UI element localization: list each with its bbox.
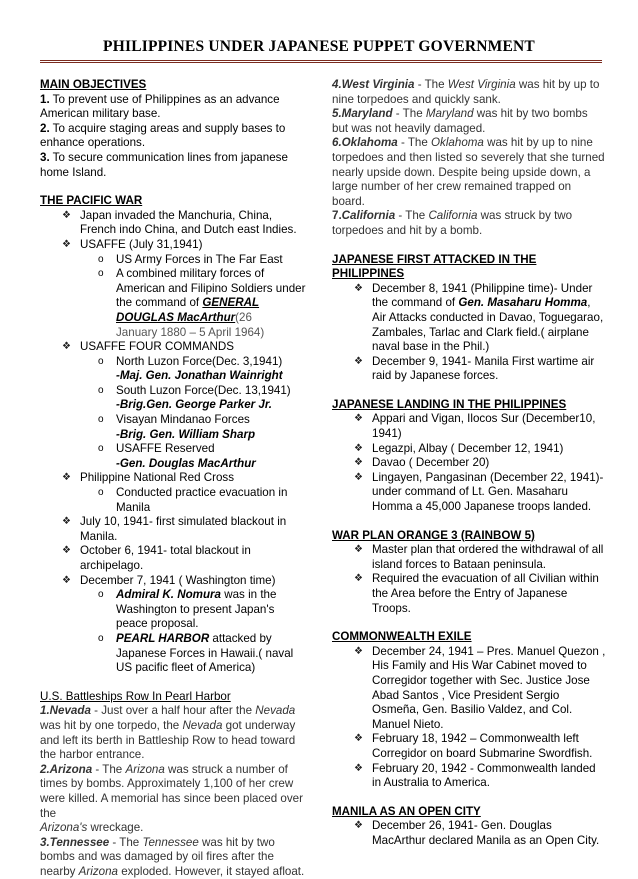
list-item: ❖ December 9, 1941- Manila First wartime air raid by Japanese forces. bbox=[354, 354, 595, 383]
circle-bullet-icon: o bbox=[98, 384, 104, 396]
list-item: o US Army Forces in The Far East bbox=[98, 252, 283, 266]
objective-2: 2. To acquire staging areas and supply bases to enhance operations. bbox=[40, 121, 286, 150]
diamond-bullet-icon: ❖ bbox=[354, 762, 363, 774]
list-item: ❖ December 24, 1941 – Pres. Manuel Quezon , His Family and His War Cabinet moved to Corregidor together with Sec. Justice Jose Abad Santos , Vice President Sergio Osmeña, Gen. Basilio Valdez, and Col. Manuel Nieto. bbox=[354, 644, 606, 731]
objective-1: 1. To prevent use of Philippines as an advance American military base. bbox=[40, 92, 280, 121]
diamond-bullet-icon: ❖ bbox=[354, 355, 363, 367]
list-item: o PEARL HARBOR attacked by Japanese Forces in Hawaii.( naval US pacific fleet of America) bbox=[98, 631, 294, 675]
list-item: o USAFFE Reserved -Gen. Douglas MacArthur bbox=[98, 442, 256, 470]
circle-bullet-icon: o bbox=[98, 253, 104, 265]
orange-list bbox=[332, 543, 606, 616]
list-item: ❖ February 20, 1942 - Commonwealth landed in Australia to America. bbox=[354, 761, 596, 790]
diamond-bullet-icon: ❖ bbox=[354, 282, 363, 294]
open-city-heading: MANILA AS AN OPEN CITY bbox=[332, 804, 481, 818]
oklahoma-paragraph: 6.Oklahoma - The Oklahoma was hit by up to nine torpedoes and then listed so severely that she turned nearly upside down. Despite being upside down, a large number of her crew remained trapped on board. bbox=[332, 136, 605, 208]
left-column bbox=[40, 78, 308, 879]
list-item: ❖ Required the evacuation of all Civilian within the Area before the Entry of Japanese Troops. bbox=[354, 572, 599, 615]
list-item: o Visayan Mindanao Forces -Brig. Gen. William Sharp bbox=[98, 413, 256, 441]
list-item: o Conducted practice evacuation in Manila bbox=[98, 486, 288, 514]
objective-3: 3. To secure communication lines from japanese home Island. bbox=[40, 150, 288, 179]
list-item: ❖ Lingayen, Pangasinan (December 22, 1941)- under command of Lt. Gen. Masaharu Homma a 45,000 Japanese troops landed. bbox=[354, 470, 604, 514]
battleships-heading: U.S. Battleships Row In Pearl Harbor bbox=[40, 689, 231, 703]
list-item: ❖ October 6, 1941- total blackout in archipelago. bbox=[62, 544, 251, 572]
circle-bullet-icon: o bbox=[98, 487, 104, 499]
list-item: ❖ Philippine National Red Cross bbox=[62, 471, 235, 485]
first-attacked-heading: JAPANESE FIRST ATTACKED IN THE PHILIPPINES bbox=[332, 252, 537, 281]
diamond-bullet-icon: ❖ bbox=[354, 544, 363, 556]
list-item: o North Luzon Force(Dec. 3,1941) -Maj. Gen. Jonathan Wainright bbox=[98, 354, 283, 383]
list-item: ❖ December 7, 1941 ( Washington time) bbox=[62, 573, 276, 587]
circle-bullet-icon: o bbox=[98, 443, 104, 455]
list-item: ❖ February 18, 1942 – Commonwealth left Corregidor on board Submarine Swordfish. bbox=[354, 732, 593, 760]
diamond-bullet-icon: ❖ bbox=[62, 341, 71, 353]
list-item: ❖ Master plan that ordered the withdrawal of all island forces to Bataan peninsula. bbox=[354, 543, 604, 571]
diamond-bullet-icon: ❖ bbox=[354, 457, 363, 469]
diamond-bullet-icon: ❖ bbox=[354, 573, 363, 585]
california-paragraph: 7.California - The California was struck by two torpedoes and hit by a bomb. bbox=[332, 209, 573, 237]
diamond-bullet-icon: ❖ bbox=[62, 574, 71, 586]
landing-heading: JAPANESE LANDING IN THE PHILIPPINES bbox=[332, 397, 567, 411]
first-attacked-list bbox=[332, 282, 606, 384]
diamond-bullet-icon: ❖ bbox=[354, 471, 363, 483]
diamond-bullet-icon: ❖ bbox=[62, 545, 71, 557]
diamond-bullet-icon: ❖ bbox=[354, 645, 363, 657]
nevada-paragraph: 1.Nevada - Just over a half hour after the Nevada was hit by one torpedo, the Nevada got underway and left its berth in Battleship Row to head toward the harbor entrance. bbox=[40, 704, 296, 762]
macarthur-name: GENERAL DOUGLAS MacArthur bbox=[116, 296, 260, 324]
diamond-bullet-icon: ❖ bbox=[62, 238, 71, 250]
list-item: ❖ Davao ( December 20) bbox=[354, 456, 490, 470]
diamond-bullet-icon: ❖ bbox=[354, 413, 363, 425]
maryland-paragraph: 5.Maryland - The Maryland was hit by two bombs but was not heavily damaged. bbox=[332, 107, 588, 135]
circle-bullet-icon: o bbox=[98, 355, 104, 367]
diamond-bullet-icon: ❖ bbox=[354, 733, 363, 745]
diamond-bullet-icon: ❖ bbox=[62, 472, 71, 484]
main-objectives-heading: MAIN OBJECTIVES bbox=[40, 78, 147, 91]
list-item: ❖ July 10, 1941- first simulated blackout in Manila. bbox=[62, 515, 287, 543]
diamond-bullet-icon: ❖ bbox=[62, 209, 71, 221]
arizona-paragraph: 2.Arizona - The Arizona was struck a number of times by bombs. Approximately 1,100 of her crew were killed. A memorial has since been placed over the Arizona's wreckage. bbox=[40, 762, 303, 835]
title-rule bbox=[40, 60, 602, 63]
pacific-war-heading: THE PACIFIC WAR bbox=[40, 194, 143, 208]
landing-list bbox=[332, 412, 606, 514]
circle-bullet-icon: o bbox=[98, 268, 104, 280]
diamond-bullet-icon: ❖ bbox=[62, 516, 71, 528]
open-city-list bbox=[332, 819, 606, 848]
circle-bullet-icon: o bbox=[98, 589, 104, 601]
pacific-war-list bbox=[40, 209, 308, 676]
list-item: o Admiral K. Nomura was in the Washington to present Japan's peace proposal. bbox=[98, 588, 277, 631]
circle-bullet-icon: o bbox=[98, 632, 104, 644]
exile-list bbox=[332, 645, 606, 791]
list-item: ❖ Japan invaded the Manchuria, China, French indo China, and Dutch east Indies. bbox=[62, 208, 297, 237]
list-item: ❖ Appari and Vigan, Ilocos Sur (December10, 1941) bbox=[354, 412, 596, 441]
exile-heading: COMMONWEALTH EXILE bbox=[332, 630, 472, 644]
list-item: ❖ December 26, 1941- Gen. Douglas MacArthur declared Manila as an Open City. bbox=[354, 819, 600, 847]
list-item: ❖ USAFFE FOUR COMMANDS bbox=[62, 340, 234, 354]
diamond-bullet-icon: ❖ bbox=[354, 442, 363, 454]
west-virginia-paragraph: 4.West Virginia - The West Virginia was hit by up to nine torpedoes and quickly sank. bbox=[332, 78, 600, 106]
list-item: ❖ USAFFE (July 31,1941) bbox=[62, 237, 203, 251]
right-column bbox=[332, 78, 606, 849]
page-title: PHILIPPINES UNDER JAPANESE PUPPET GOVERNMENT bbox=[103, 38, 535, 55]
orange-heading: WAR PLAN ORANGE 3 (RAINBOW 5) bbox=[332, 528, 535, 542]
diamond-bullet-icon: ❖ bbox=[354, 820, 363, 832]
circle-bullet-icon: o bbox=[98, 414, 104, 426]
list-item: ❖ Legazpi, Albay ( December 12, 1941) bbox=[354, 441, 564, 455]
list-item: ❖ December 8, 1941 (Philippine time)- Under the command of Gen. Masaharu Homma, Air Attacks conducted in Davao, Toguegarao, Zambales, Tarlac and Clark field.( airplane naval base in the Phil.) bbox=[354, 281, 604, 354]
list-item: o A combined military forces of American and Filipino Soldiers under the command of GENERAL DOUGLAS MacArthur(26 January 1880 – 5 April 1964) bbox=[98, 267, 306, 339]
list-item: o South Luzon Force(Dec. 13,1941) -Brig.Gen. George Parker Jr. bbox=[98, 383, 291, 412]
tennessee-paragraph: 3.Tennessee - The Tennessee was hit by two bombs and was damaged by oil fires after the nearby Arizona exploded. However, it stayed afloat. bbox=[40, 835, 305, 878]
